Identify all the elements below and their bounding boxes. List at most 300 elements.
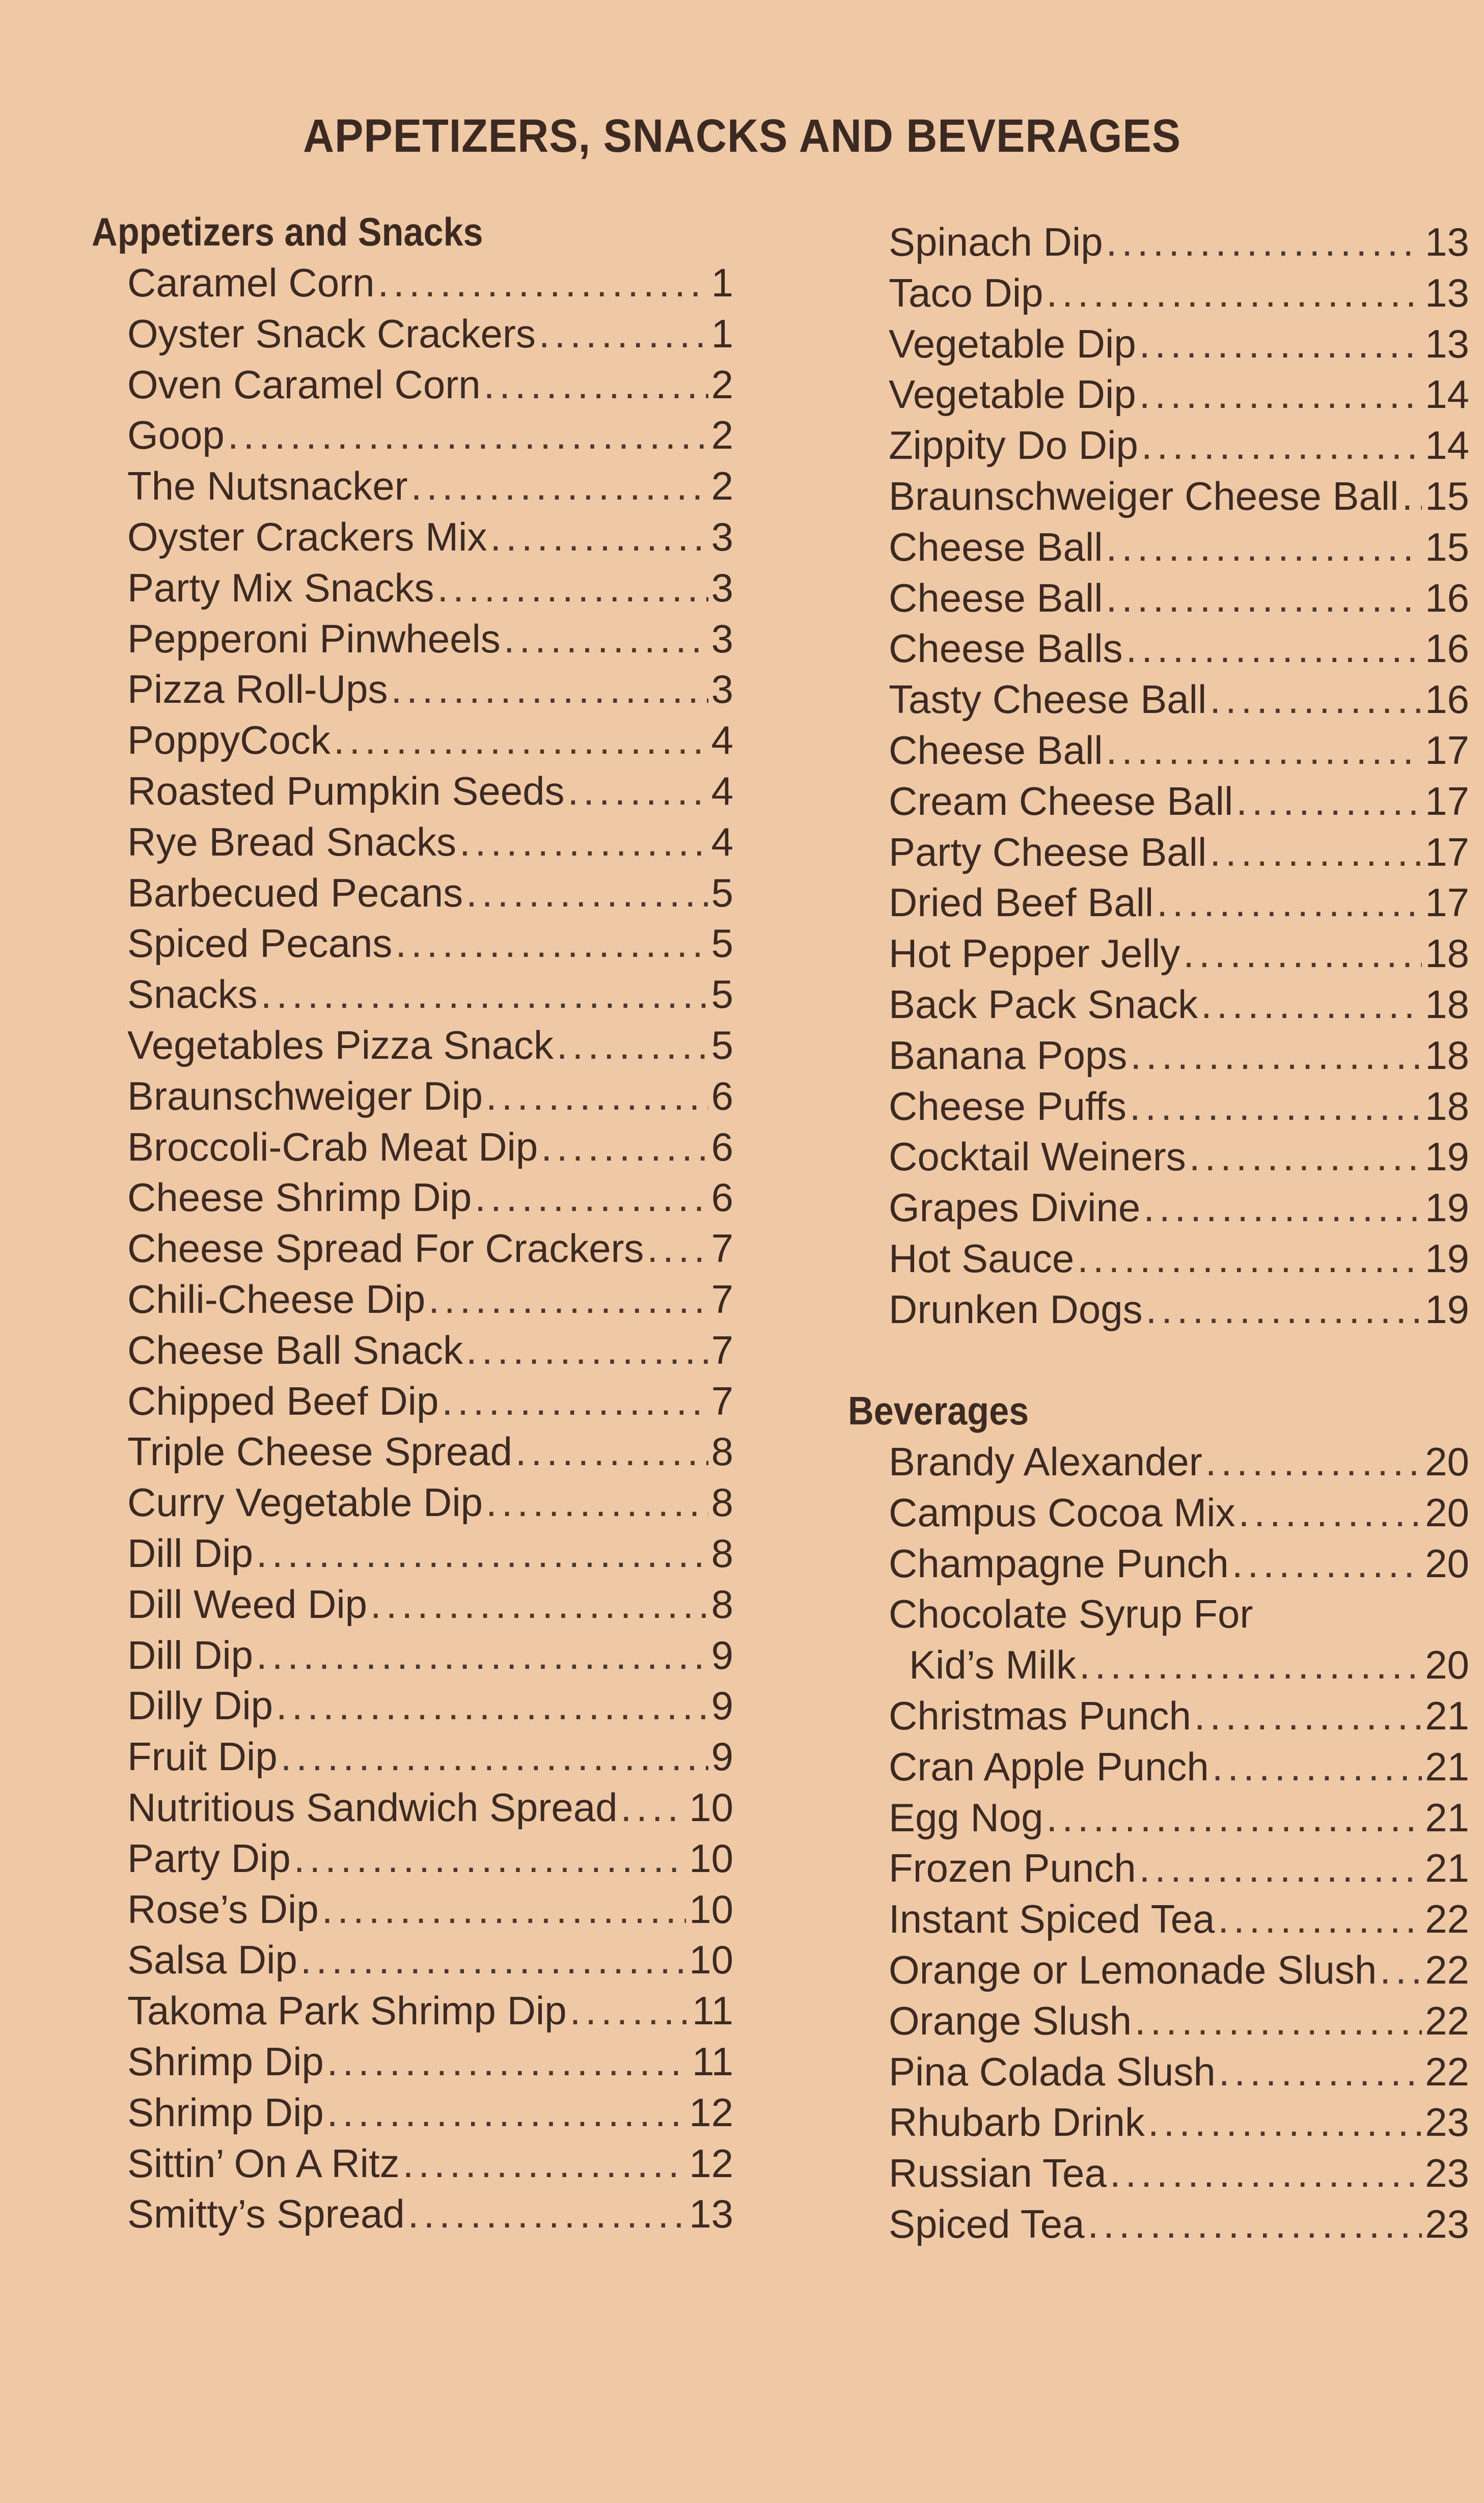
dot-leader	[294, 1835, 686, 1881]
dot-leader	[1219, 2049, 1422, 2095]
index-entry	[889, 1947, 1469, 1993]
index-entry	[127, 1428, 733, 1474]
index-entry	[127, 1225, 733, 1271]
entry-title: Rose’s Dip	[127, 1886, 319, 1932]
index-entry	[127, 971, 733, 1017]
index-entry	[889, 2201, 1469, 2247]
entry-page-number: 13	[689, 2191, 733, 2237]
entry-page-number: 18	[1425, 931, 1469, 976]
entry-page-number: 3	[711, 565, 733, 610]
index-entry	[889, 1845, 1469, 1891]
entry-title: Shrimp Dip	[127, 2089, 324, 2135]
entry-title: Grapes Divine	[889, 1185, 1141, 1230]
index-entry	[127, 1022, 733, 1068]
entry-title: Cheese Spread For Crackers	[127, 1226, 644, 1271]
index-entry	[889, 1032, 1469, 1078]
index-entry	[127, 1988, 733, 2033]
entry-page-number: 15	[1425, 474, 1469, 518]
entry-title: Cheese Ball	[889, 524, 1103, 569]
entry-page-number: 19	[1425, 1236, 1469, 1281]
entry-page-number: 19	[1425, 1286, 1469, 1332]
entry-title: Orange or Lemonade Slush	[889, 1947, 1377, 1992]
entry-title: Champagne Punch	[889, 1541, 1229, 1586]
entry-page-number: 1	[711, 260, 733, 305]
dot-leader	[1139, 1845, 1422, 1891]
entry-page-number: 5	[711, 1023, 733, 1067]
entry-title: Rye Bread Snacks	[127, 819, 456, 864]
dot-leader	[256, 1530, 708, 1576]
entry-page-number: 8	[711, 1581, 733, 1627]
entry-title: Party Mix Snacks	[127, 565, 434, 610]
dot-leader	[1143, 1185, 1422, 1230]
entry-title: Triple Cheese Spread	[127, 1429, 512, 1474]
dot-leader	[228, 412, 708, 458]
entry-page-number: 7	[711, 1226, 733, 1271]
index-entry	[127, 1327, 733, 1373]
entry-page-number: 11	[692, 2039, 733, 2084]
entry-title: Drunken Dogs	[889, 1286, 1143, 1332]
entry-title: Orange Slush	[889, 1998, 1132, 2043]
index-entry	[127, 362, 733, 407]
entry-page-number: 6	[711, 1175, 733, 1220]
entry-page-number: 17	[1425, 778, 1469, 823]
index-entry	[127, 2089, 733, 2135]
index-entry	[889, 2049, 1469, 2095]
dot-leader	[1046, 270, 1422, 316]
index-entry	[889, 270, 1469, 316]
dot-leader	[261, 971, 708, 1017]
entry-page-number: 3	[711, 514, 733, 559]
entry-title: PoppyCock	[127, 718, 331, 763]
dot-leader	[1130, 1083, 1422, 1129]
entry-page-number: 15	[1425, 524, 1469, 569]
entry-page-number: 19	[1425, 1134, 1469, 1179]
index-entry	[127, 1276, 733, 1322]
entry-title: Banana Pops	[889, 1032, 1128, 1078]
dot-leader	[621, 1784, 686, 1830]
index-entry	[889, 1185, 1469, 1230]
index-entry	[127, 1937, 733, 1983]
entry-page-number: 21	[1425, 1846, 1469, 1891]
entry-page-number: 10	[689, 1937, 733, 1983]
entry-title: Hot Pepper Jelly	[889, 931, 1180, 976]
entry-title: Smitty’s Spread	[127, 2191, 405, 2237]
dot-leader	[403, 2140, 686, 2186]
index-entry	[127, 1632, 733, 1678]
dot-leader	[466, 870, 708, 916]
index-entry	[889, 676, 1469, 722]
entry-title: Vegetables Pizza Snack	[127, 1023, 554, 1067]
entry-title: Salsa Dip	[127, 1937, 297, 1983]
entry-title: Nutritious Sandwich Spread	[127, 1785, 618, 1830]
index-entry	[127, 768, 733, 814]
index-entry	[127, 514, 733, 560]
entry-title: Party Dip	[127, 1835, 291, 1881]
index-entry	[127, 1835, 733, 1881]
dot-leader	[1205, 1439, 1422, 1484]
dot-leader	[408, 2191, 686, 2237]
entry-page-number: 20	[1425, 1490, 1469, 1535]
entry-title: Snacks	[127, 972, 258, 1017]
entry-page-number: 20	[1425, 1439, 1469, 1484]
entry-title: Pina Colada Slush	[889, 2049, 1216, 2094]
entry-title: Shrimp Dip	[127, 2039, 324, 2084]
entry-page-number: 6	[711, 1073, 733, 1118]
index-entry	[909, 1642, 1469, 1688]
entry-title: Russian Tea	[889, 2151, 1107, 2196]
dot-leader	[395, 920, 708, 966]
entry-page-number: 8	[711, 1531, 733, 1576]
section-heading-beverages: Beverages	[848, 1388, 1029, 1433]
index-entry	[127, 1784, 733, 1830]
entry-title: Taco Dip	[889, 270, 1043, 315]
dot-leader	[490, 514, 708, 560]
dot-leader	[1110, 2150, 1422, 2196]
dot-leader	[370, 1581, 708, 1627]
entry-title: Oven Caramel Corn	[127, 362, 481, 407]
entry-title: Zippity Do Dip	[889, 423, 1138, 468]
entry-page-number: 16	[1425, 626, 1469, 671]
entry-title: Hot Sauce	[889, 1236, 1075, 1281]
entry-page-number: 10	[689, 1835, 733, 1881]
entry-title: Broccoli-Crab Meat Dip	[127, 1124, 538, 1169]
index-entry	[127, 1886, 733, 1932]
index-entry	[889, 321, 1469, 367]
entry-page-number: 10	[689, 1785, 733, 1830]
index-entry	[127, 565, 733, 611]
index-entry	[127, 1479, 733, 1525]
entry-page-number: 8	[711, 1480, 733, 1525]
entry-page-number: 22	[1425, 1947, 1469, 1992]
entry-title: Cocktail Weiners	[889, 1134, 1186, 1179]
index-entry	[127, 819, 733, 865]
index-entry	[127, 1734, 733, 1779]
index-entry	[889, 1795, 1469, 1840]
dot-leader	[1239, 1490, 1422, 1535]
dot-leader	[1210, 676, 1422, 722]
entry-page-number: 4	[711, 768, 733, 813]
entry-page-number: 7	[711, 1327, 733, 1372]
dot-leader	[411, 463, 708, 509]
entry-page-number: 14	[1425, 372, 1469, 417]
dot-leader	[281, 1734, 708, 1779]
entry-page-number: 17	[1425, 728, 1469, 773]
entry-page-number: 18	[1425, 1083, 1469, 1129]
entry-page-number: 21	[1425, 1693, 1469, 1738]
dot-leader	[539, 311, 708, 356]
index-entry	[127, 463, 733, 509]
entry-title: Dill Dip	[127, 1632, 254, 1677]
index-entry	[127, 311, 733, 356]
dot-leader	[256, 1632, 708, 1678]
index-entry	[127, 2039, 733, 2084]
dot-leader	[334, 717, 708, 763]
index-entry	[889, 1235, 1469, 1281]
entry-page-number: 16	[1425, 677, 1469, 722]
dot-leader	[1106, 727, 1422, 773]
dot-leader	[327, 2039, 689, 2084]
entry-page-number: 7	[711, 1378, 733, 1423]
entry-title: Caramel Corn	[127, 260, 375, 305]
dot-leader	[437, 565, 708, 611]
entry-title: Campus Cocoa Mix	[889, 1490, 1235, 1535]
entry-page-number: 2	[711, 362, 733, 407]
entry-title: Spinach Dip	[889, 219, 1103, 264]
dot-leader	[1106, 575, 1422, 621]
index-entry	[889, 1286, 1469, 1332]
index-entry	[889, 1744, 1469, 1790]
index-entry	[889, 727, 1469, 773]
index-entry	[127, 2191, 733, 2237]
entry-title: Frozen Punch	[889, 1846, 1136, 1891]
dot-leader	[1146, 1286, 1422, 1332]
dot-leader	[1380, 1947, 1422, 1993]
entry-title: Pizza Roll-Ups	[127, 667, 388, 712]
index-entry	[889, 981, 1469, 1027]
entry-page-number: 5	[711, 921, 733, 966]
entry-page-number: 17	[1425, 829, 1469, 874]
entry-title: Fruit Dip	[127, 1734, 278, 1779]
dot-leader	[1106, 219, 1422, 265]
index-entry	[889, 422, 1469, 468]
entry-title: Cream Cheese Ball	[889, 778, 1233, 823]
dot-leader	[1077, 1235, 1422, 1281]
entry-page-number: 13	[1425, 219, 1469, 264]
entry-page-number: 3	[711, 616, 733, 661]
entry-title: Cheese Ball	[889, 575, 1103, 620]
entry-title: Spiced Tea	[889, 2202, 1085, 2246]
dot-leader	[1236, 778, 1422, 824]
entry-page-number: 19	[1425, 1185, 1469, 1230]
entry-title: Cheese Shrimp Dip	[127, 1175, 472, 1220]
entry-page-number: 12	[689, 2089, 733, 2135]
index-entry	[127, 1124, 733, 1170]
index-entry	[889, 1083, 1469, 1129]
entry-page-number: 5	[711, 870, 733, 915]
entry-title: Dried Beef Ball	[889, 880, 1154, 925]
entry-page-number: 8	[711, 1429, 733, 1474]
dot-leader	[515, 1428, 708, 1474]
dot-leader	[541, 1124, 708, 1170]
index-entry	[127, 1378, 733, 1424]
dot-leader	[1130, 1032, 1422, 1078]
dot-leader	[1135, 1998, 1422, 2044]
entry-title: Braunschweiger Cheese Ball	[889, 474, 1399, 518]
dot-leader	[1194, 1693, 1422, 1739]
dot-leader	[1232, 1541, 1422, 1586]
dot-leader	[1139, 371, 1422, 417]
dot-leader	[428, 1276, 708, 1322]
dot-leader	[504, 616, 708, 662]
dot-leader	[276, 1683, 708, 1728]
entry-page-number: 17	[1425, 880, 1469, 925]
section-heading-appetizers: Appetizers and Snacks	[92, 209, 483, 254]
entry-page-number: 13	[1425, 270, 1469, 315]
dot-leader	[1201, 981, 1422, 1027]
entry-title: Sittin’ On A Ritz	[127, 2140, 400, 2186]
entry-page-number: 1	[711, 311, 733, 356]
entry-title: Kid’s Milk	[909, 1642, 1076, 1688]
entry-title: Oyster Crackers Mix	[127, 514, 487, 559]
entry-title: Goop	[127, 412, 225, 458]
dot-leader	[1139, 321, 1422, 367]
entry-title: The Nutsnacker	[127, 463, 408, 509]
entry-page-number: 13	[1425, 321, 1469, 366]
entry-title: Vegetable Dip	[889, 321, 1136, 366]
entry-page-number: 11	[692, 1988, 733, 2033]
entry-page-number: 9	[711, 1683, 733, 1728]
index-entry	[889, 1490, 1469, 1535]
entry-title: Chocolate Syrup For	[889, 1591, 1253, 1637]
entry-title: Takoma Park Shrimp Dip	[127, 1988, 567, 2033]
index-entry	[889, 829, 1469, 875]
dot-leader	[1210, 829, 1422, 875]
dot-leader	[377, 260, 708, 306]
entry-title: Instant Spiced Tea	[889, 1896, 1215, 1942]
entry-title: Braunschweiger Dip	[127, 1073, 483, 1118]
entry-page-number: 10	[689, 1886, 733, 1932]
dot-leader	[1106, 524, 1422, 570]
index-entry	[889, 473, 1469, 519]
entry-title: Chipped Beef Dip	[127, 1378, 439, 1423]
dot-leader	[1189, 1134, 1422, 1179]
index-entry	[889, 1998, 1469, 2044]
entry-page-number: 20	[1425, 1541, 1469, 1586]
entry-page-number: 9	[711, 1734, 733, 1779]
entry-title: Egg Nog	[889, 1795, 1043, 1840]
entry-title: Cran Apple Punch	[889, 1744, 1209, 1789]
index-entry	[127, 260, 733, 306]
entry-title: Cheese Puffs	[889, 1083, 1126, 1129]
entry-page-number: 16	[1425, 575, 1469, 620]
dot-leader	[322, 1886, 686, 1932]
dot-leader	[327, 2089, 686, 2135]
entry-page-number: 14	[1425, 423, 1469, 468]
index-entry	[127, 870, 733, 916]
index-entry	[889, 2150, 1469, 2196]
dot-leader	[1157, 879, 1422, 925]
entry-page-number: 4	[711, 819, 733, 864]
index-entry	[889, 1693, 1469, 1739]
dot-leader	[1212, 1744, 1422, 1790]
index-entry	[127, 1174, 733, 1220]
dot-leader	[1047, 1795, 1422, 1840]
index-entry	[889, 1134, 1469, 1179]
entry-title: Rhubarb Drink	[889, 2100, 1145, 2145]
dot-leader	[391, 666, 708, 712]
dot-leader	[475, 1174, 708, 1220]
dot-leader	[1148, 2099, 1422, 2145]
index-entry	[127, 1073, 733, 1119]
index-entry	[127, 2140, 733, 2186]
entry-title: Cheese Ball Snack	[127, 1327, 463, 1372]
dot-leader	[647, 1225, 708, 1271]
index-entry	[127, 1530, 733, 1576]
dot-leader	[1402, 473, 1422, 519]
index-entry	[127, 717, 733, 763]
entry-title: Back Pack Snack	[889, 982, 1198, 1027]
entry-title: Curry Vegetable Dip	[127, 1480, 483, 1525]
entry-title: Vegetable Dip	[889, 372, 1136, 417]
index-entry	[889, 778, 1469, 824]
entry-title: Chili-Cheese Dip	[127, 1277, 426, 1322]
index-entry	[127, 666, 733, 712]
entry-title: Oyster Snack Crackers	[127, 311, 536, 356]
entry-page-number: 9	[711, 1632, 733, 1677]
entry-page-number: 3	[711, 667, 733, 712]
entry-title: Brandy Alexander	[889, 1439, 1202, 1484]
entry-page-number: 23	[1425, 2202, 1469, 2246]
entry-title: Party Cheese Ball	[889, 829, 1207, 874]
entry-page-number: 22	[1425, 1998, 1469, 2043]
index-entry	[889, 575, 1469, 621]
entry-page-number: 18	[1425, 1032, 1469, 1078]
entry-page-number: 23	[1425, 2151, 1469, 2196]
index-entry	[889, 219, 1469, 265]
index-entry	[889, 1896, 1469, 1942]
entry-page-number: 2	[711, 412, 733, 458]
index-entry	[127, 920, 733, 966]
entry-title: Dilly Dip	[127, 1683, 273, 1728]
dot-leader	[466, 1327, 708, 1373]
dot-leader	[568, 768, 708, 814]
entry-page-number: 21	[1425, 1795, 1469, 1840]
dot-leader	[300, 1937, 686, 1983]
entry-page-number: 18	[1425, 982, 1469, 1027]
dot-leader	[1141, 422, 1422, 468]
index-entry	[889, 625, 1469, 671]
dot-leader	[442, 1378, 708, 1424]
entry-page-number: 2	[711, 463, 733, 509]
index-entry	[889, 371, 1469, 417]
entry-page-number: 21	[1425, 1744, 1469, 1789]
dot-leader	[486, 1479, 708, 1525]
entry-page-number: 4	[711, 718, 733, 763]
dot-leader	[459, 819, 708, 865]
index-entry	[889, 1439, 1469, 1484]
index-entry	[127, 1581, 733, 1627]
dot-leader	[1088, 2201, 1422, 2247]
entry-page-number: 20	[1425, 1642, 1469, 1688]
entry-page-number: 12	[689, 2140, 733, 2186]
entry-title: Cheese Balls	[889, 626, 1123, 671]
dot-leader	[484, 362, 708, 407]
entry-page-number: 7	[711, 1277, 733, 1322]
index-entry	[127, 412, 733, 458]
page-title: APPETIZERS, SNACKS AND BEVERAGES	[303, 110, 1181, 162]
entry-page-number: 6	[711, 1124, 733, 1169]
entry-page-number: 22	[1425, 2049, 1469, 2094]
dot-leader	[557, 1022, 708, 1068]
dot-leader	[1079, 1642, 1422, 1688]
entry-title: Spiced Pecans	[127, 921, 393, 966]
entry-title: Dill Dip	[127, 1531, 254, 1576]
index-entry	[127, 616, 733, 662]
dot-leader	[486, 1073, 708, 1119]
dot-leader	[1218, 1896, 1422, 1942]
index-entry	[127, 1683, 733, 1728]
entry-title: Roasted Pumpkin Seeds	[127, 768, 565, 813]
entry-page-number: 22	[1425, 1896, 1469, 1942]
index-entry	[889, 1541, 1469, 1586]
entry-title: Barbecued Pecans	[127, 870, 463, 915]
dot-leader	[1183, 930, 1422, 976]
index-entry	[889, 879, 1469, 925]
entry-title: Cheese Ball	[889, 728, 1103, 773]
entry-title: Tasty Cheese Ball	[889, 677, 1207, 722]
dot-leader	[570, 1988, 689, 2033]
entry-page-number: 5	[711, 972, 733, 1017]
